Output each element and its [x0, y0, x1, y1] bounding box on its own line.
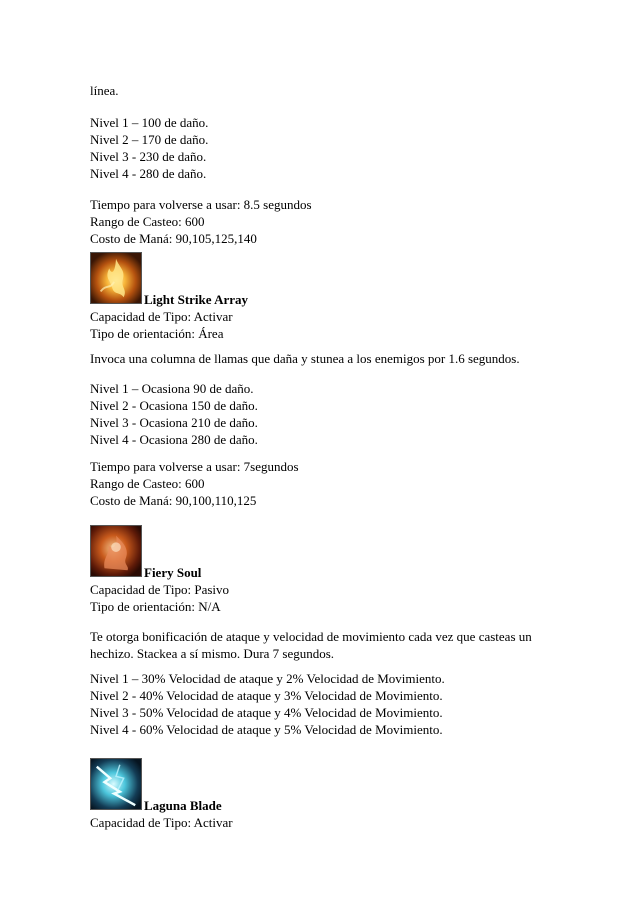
level-line: Nivel 3 - 230 de daño. [90, 149, 207, 164]
ability-title: Light Strike Array [144, 292, 248, 307]
stat-line: Tiempo para volverse a usar: 8.5 segundos [90, 197, 312, 212]
stat-line: Tiempo para volverse a usar: 7segundos [90, 459, 299, 474]
fiery-soul-icon [90, 525, 142, 577]
level-line: Nivel 1 – Ocasiona 90 de daño. [90, 381, 254, 396]
stat-line: Rango de Casteo: 600 [90, 476, 205, 491]
ability-description: Te otorga bonificación de ataque y velocidad de movimiento cada vez que casteas un [90, 629, 532, 644]
stat-line: Rango de Casteo: 600 [90, 214, 205, 229]
stat-line: Costo de Maná: 90,105,125,140 [90, 231, 257, 246]
ability-description: Invoca una columna de llamas que daña y stunea a los enemigos por 1.6 segundos. [90, 351, 520, 366]
level-line: Nivel 4 - 60% Velocidad de ataque y 5% Velocidad de Movimiento. [90, 722, 443, 737]
level-line: Nivel 4 - 280 de daño. [90, 166, 207, 181]
level-line: Nivel 3 - 50% Velocidad de ataque y 4% Velocidad de Movimiento. [90, 705, 443, 720]
paragraph-continuation: línea. [90, 83, 119, 98]
level-line: Nivel 4 - Ocasiona 280 de daño. [90, 432, 258, 447]
ability-title: Laguna Blade [144, 798, 222, 813]
ability-title: Fiery Soul [144, 565, 202, 580]
ability-type: Capacidad de Tipo: Activar [90, 309, 233, 324]
ability-targeting: Tipo de orientación: Área [90, 326, 224, 341]
level-line: Nivel 2 - 40% Velocidad de ataque y 3% Velocidad de Movimiento. [90, 688, 443, 703]
ability-description: hechizo. Stackea a sí mismo. Dura 7 segundos. [90, 646, 335, 661]
light-strike-array-icon [90, 252, 142, 304]
ability-type: Capacidad de Tipo: Activar [90, 815, 233, 830]
level-line: Nivel 2 – 170 de daño. [90, 132, 209, 147]
level-line: Nivel 2 - Ocasiona 150 de daño. [90, 398, 258, 413]
level-line: Nivel 1 – 100 de daño. [90, 115, 209, 130]
laguna-blade-icon [90, 758, 142, 810]
ability-targeting: Tipo de orientación: N/A [90, 599, 221, 614]
ability-type: Capacidad de Tipo: Pasivo [90, 582, 230, 597]
level-line: Nivel 3 - Ocasiona 210 de daño. [90, 415, 258, 430]
level-line: Nivel 1 – 30% Velocidad de ataque y 2% Velocidad de Movimiento. [90, 671, 445, 686]
stat-line: Costo de Maná: 90,100,110,125 [90, 493, 257, 508]
